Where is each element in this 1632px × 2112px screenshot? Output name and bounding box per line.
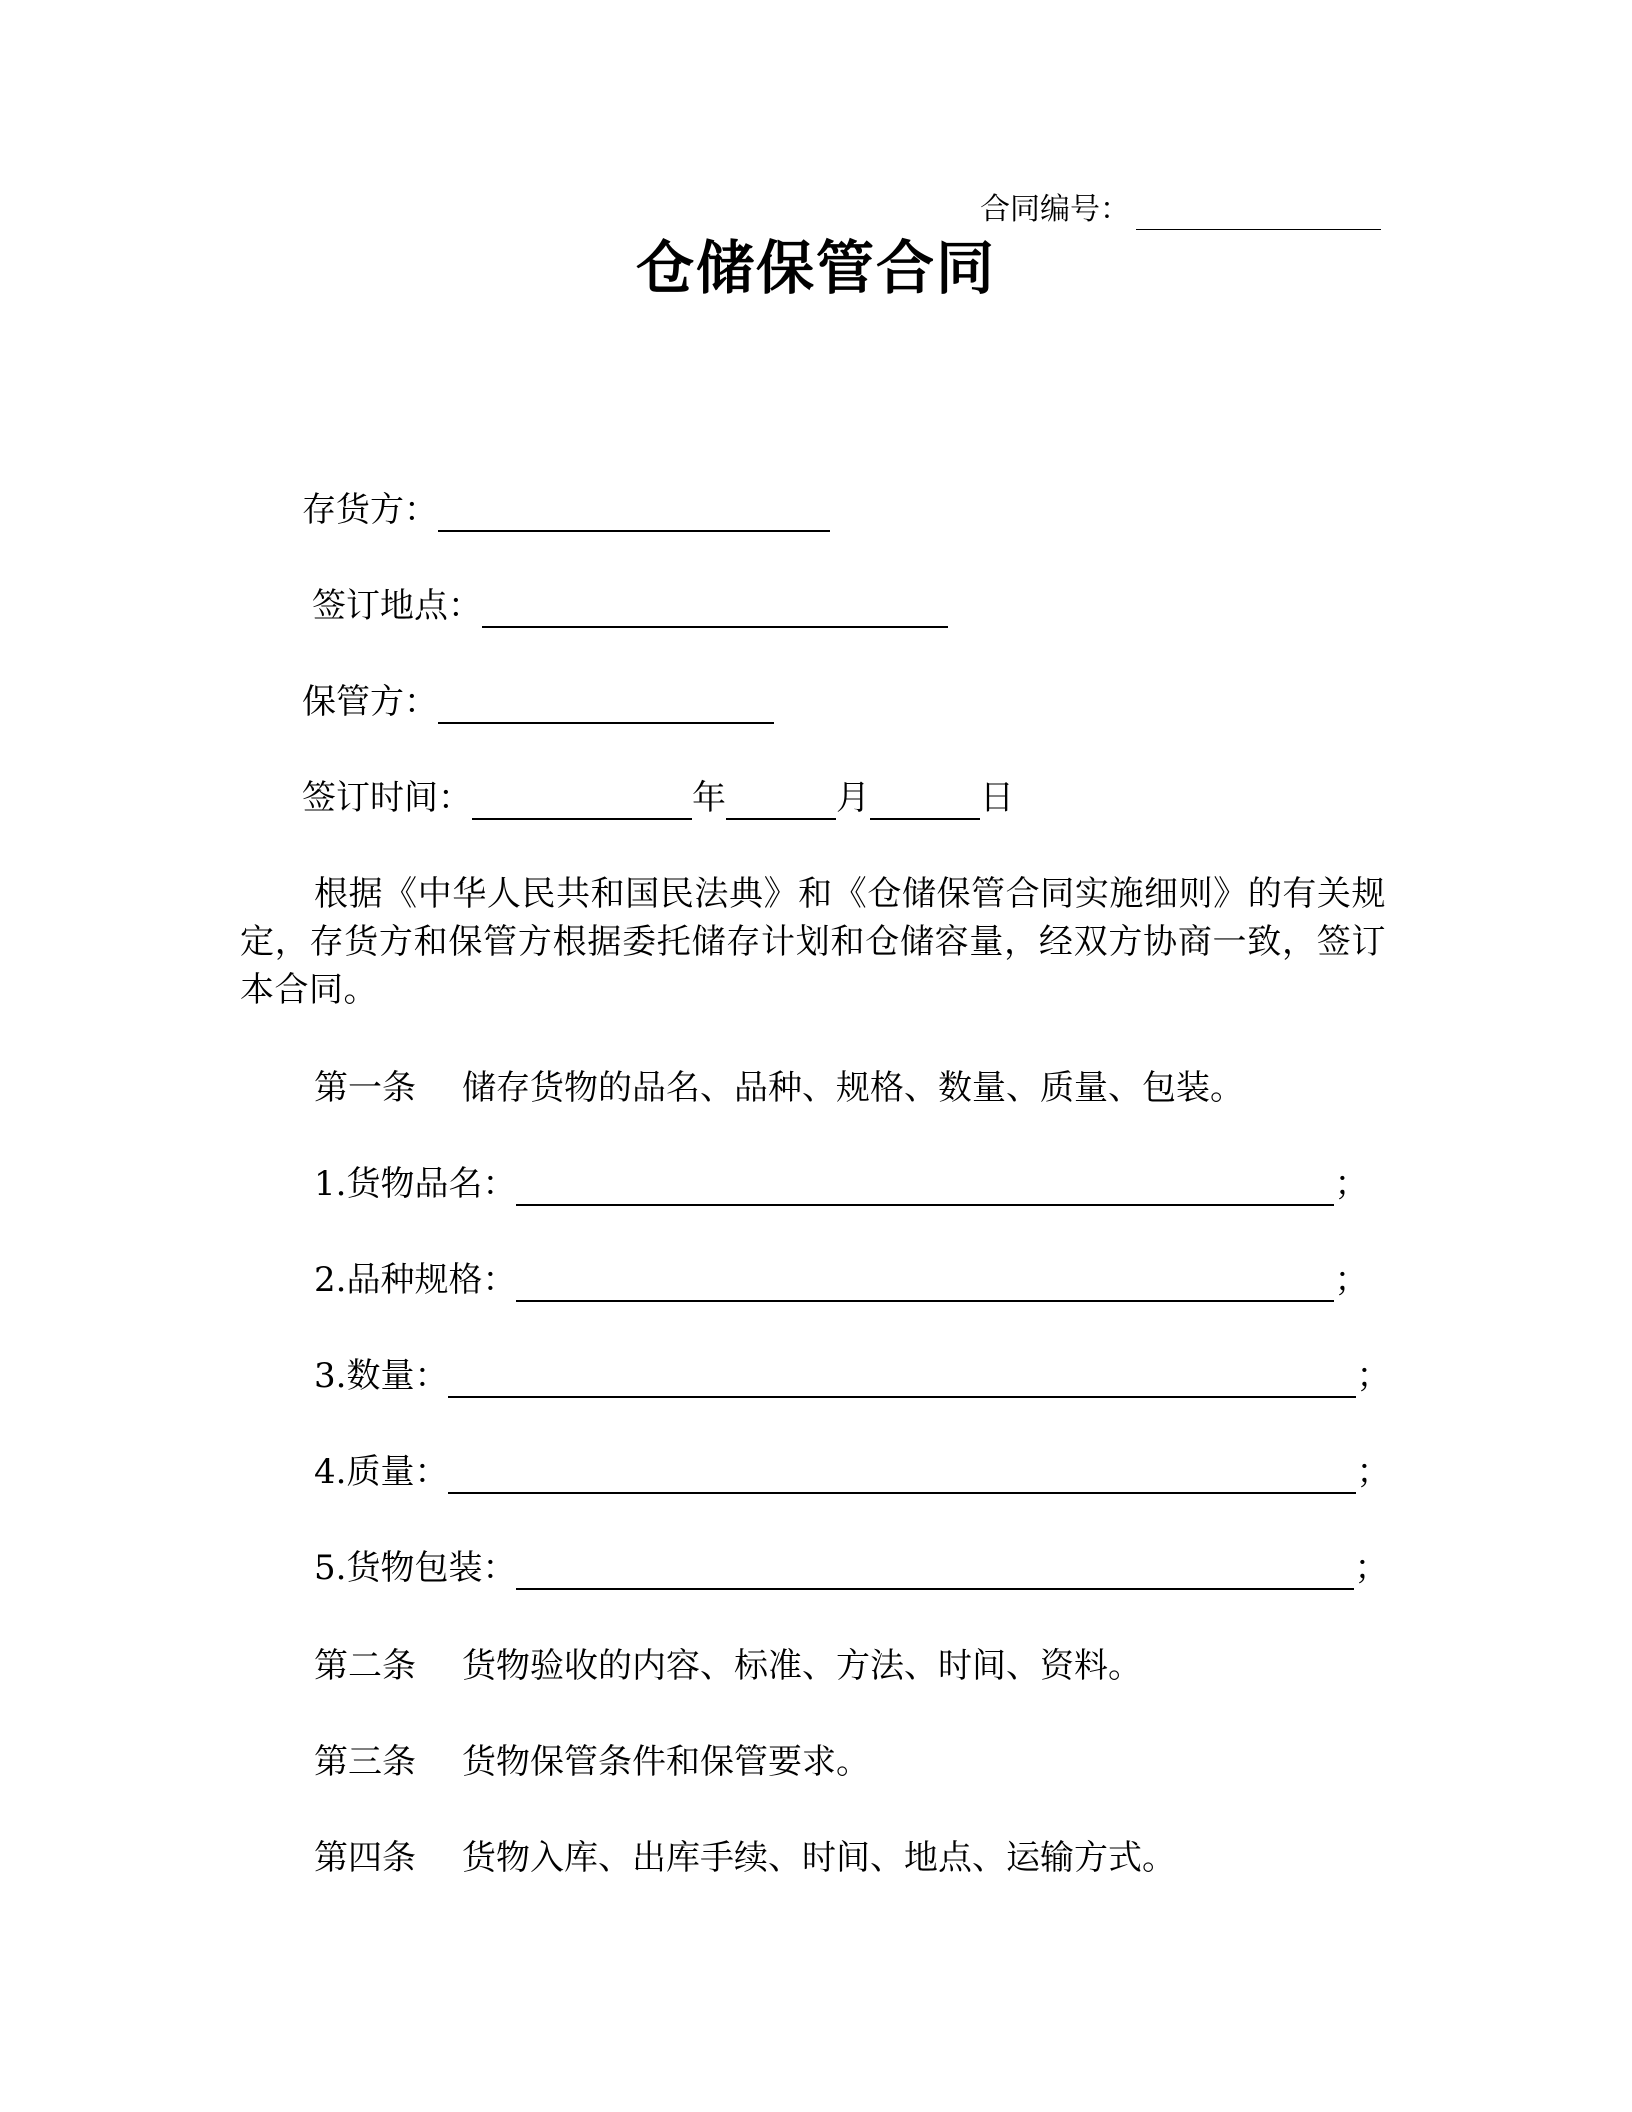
article-2: [314, 1644, 1142, 1688]
place-blank[interactable]: [482, 592, 948, 628]
article-number: 第二条: [314, 1646, 416, 1686]
article-4: [314, 1836, 1176, 1880]
article-text: 货物验收的内容、标准、方法、时间、资料。: [462, 1646, 1142, 1686]
item-quantity: [314, 1354, 1390, 1398]
item-end: ；: [1334, 1260, 1369, 1300]
article-text: 货物保管条件和保管要求。: [462, 1742, 870, 1782]
item-packaging: [314, 1546, 1388, 1590]
item-label: 3.数量：: [314, 1356, 449, 1396]
keeper-label: 保管方：: [302, 682, 438, 722]
item-label: 1.货物品名：: [314, 1164, 517, 1204]
depositor-line: [302, 488, 830, 532]
contract-number-label: 合同编号：: [980, 192, 1130, 227]
goods-name-blank[interactable]: [516, 1170, 1334, 1206]
intro-paragraph: 根据《中华人民共和国民法典》和《仓储保管合同实施细则》的有关规定，存货方和保管方根据委托储存计划和仓储容量，经双方协商一致，签订本合同。: [240, 874, 1386, 1010]
keeper-line: [302, 680, 774, 724]
item-end: ；: [1356, 1356, 1391, 1396]
day-blank[interactable]: [870, 784, 980, 820]
place-label: 签订地点：: [312, 586, 482, 626]
article-text: 货物入库、出库手续、时间、地点、运输方式。: [462, 1838, 1176, 1878]
item-end: ；: [1334, 1164, 1369, 1204]
item-label: 5.货物包装：: [314, 1548, 517, 1588]
depositor-blank[interactable]: [438, 496, 830, 532]
contract-number: [980, 190, 1381, 230]
year-blank[interactable]: [472, 784, 692, 820]
day-label: 日: [980, 778, 1014, 818]
contract-number-blank[interactable]: [1136, 199, 1381, 230]
month-blank[interactable]: [726, 784, 836, 820]
article-1: [314, 1066, 1244, 1110]
quality-blank[interactable]: [448, 1458, 1356, 1494]
date-label: 签订时间：: [302, 778, 472, 818]
keeper-blank[interactable]: [438, 688, 774, 724]
article-number: 第四条: [314, 1838, 416, 1878]
article-text: 储存货物的品名、品种、规格、数量、质量、包装。: [462, 1068, 1244, 1108]
place-line: [312, 584, 948, 628]
year-label: 年: [692, 778, 726, 818]
article-3: [314, 1740, 870, 1784]
item-spec: [314, 1258, 1368, 1302]
item-quality: [314, 1450, 1390, 1494]
spec-blank[interactable]: [516, 1266, 1334, 1302]
page-title: 仓储保管合同: [635, 234, 996, 302]
month-label: 月: [836, 778, 870, 818]
depositor-label: 存货方：: [302, 490, 438, 530]
article-number: 第一条: [314, 1068, 416, 1108]
date-line: [302, 776, 1014, 820]
item-goods-name: [314, 1162, 1368, 1206]
item-label: 2.品种规格：: [314, 1260, 517, 1300]
item-end: ；: [1354, 1548, 1389, 1588]
item-end: ；: [1356, 1452, 1391, 1492]
article-number: 第三条: [314, 1742, 416, 1782]
quantity-blank[interactable]: [448, 1362, 1356, 1398]
packaging-blank[interactable]: [516, 1554, 1354, 1590]
item-label: 4.质量：: [314, 1452, 449, 1492]
